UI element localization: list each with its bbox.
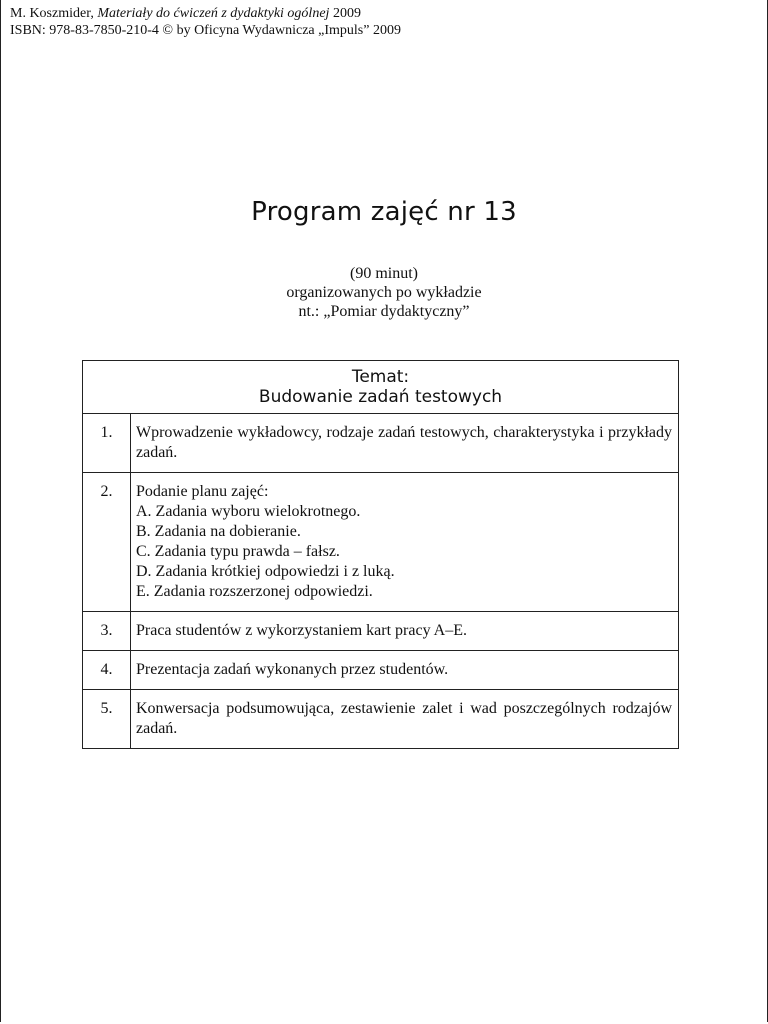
duration: (90 minut)	[350, 265, 418, 282]
table-row	[83, 651, 679, 690]
plan-item: A. Zadania wyboru wielokrotnego.	[136, 503, 361, 520]
plan-item: B. Zadania na dobieranie.	[136, 523, 301, 540]
row-description	[131, 473, 679, 612]
row-number: 4.	[83, 651, 131, 690]
row-description: Konwersacja podsumowująca, zestawienie zalet i wad poszczególnych rodzajów zadań.	[131, 690, 679, 749]
subtitle	[0, 264, 768, 321]
table-row	[83, 612, 679, 651]
book-title: Materiały do ćwiczeń z dydaktyki ogólnej	[97, 6, 330, 21]
subtitle-line: organizowanych po wykładzie	[286, 284, 482, 301]
row-number: 5.	[83, 690, 131, 749]
row-number: 3.	[83, 612, 131, 651]
plan-item: D. Zadania krótkiej odpowiedzi i z luką.	[136, 563, 395, 580]
topic-cell	[83, 361, 679, 414]
plan-item: E. Zadania rozszerzonej odpowiedzi.	[136, 583, 373, 600]
table-row	[83, 690, 679, 749]
table-row	[83, 414, 679, 473]
topic-row	[83, 361, 679, 414]
program-table	[82, 360, 679, 749]
row-description: Praca studentów z wykorzystaniem kart pracy A–E.	[131, 612, 679, 651]
row-number: 2.	[83, 473, 131, 612]
page-title: Program zajęć nr 13	[251, 197, 517, 227]
citation-line	[10, 5, 401, 22]
topic-label: Temat:	[351, 367, 410, 387]
row-description: Prezentacja zadań wykonanych przez studentów.	[131, 651, 679, 690]
author: M. Koszmider,	[10, 6, 98, 21]
topic-value: Budowanie zadań testowych	[258, 387, 503, 407]
citation-header	[10, 5, 401, 39]
year: 2009	[329, 6, 361, 21]
row-number: 1.	[83, 414, 131, 473]
row-description: Wprowadzenie wykładowcy, rodzaje zadań testowych, charakterystyka i przykłady zadań.	[131, 414, 679, 473]
lecture-topic: nt.: „Pomiar dydaktyczny”	[298, 303, 470, 320]
plan-item: C. Zadania typu prawda – fałsz.	[136, 543, 340, 560]
row-intro: Podanie planu zajęć:	[136, 483, 269, 500]
table-row	[83, 473, 679, 612]
isbn-line: ISBN: 978-83-7850-210-4 © by Oficyna Wydawnicza „Impuls” 2009	[10, 23, 401, 38]
